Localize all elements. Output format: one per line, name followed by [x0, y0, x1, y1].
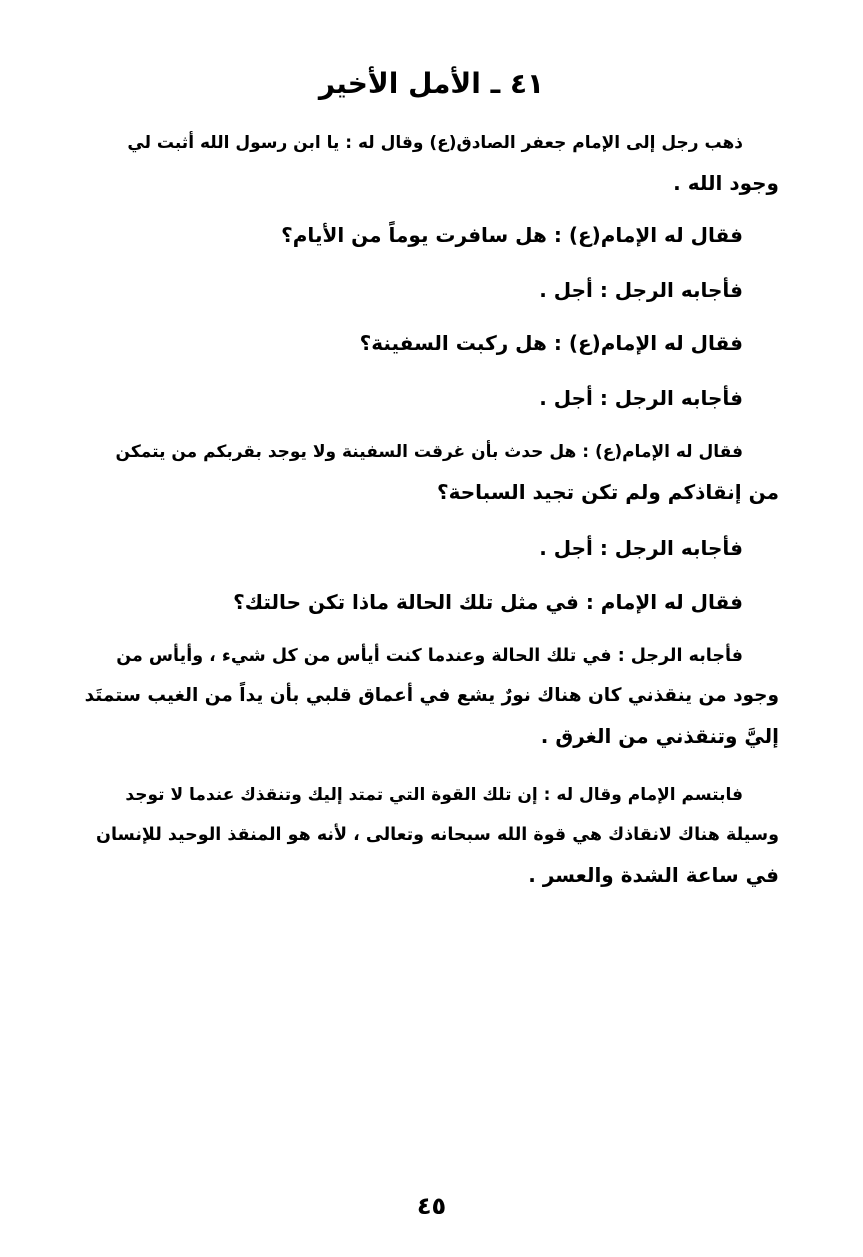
text-line: فأجابه الرجل : أجل . — [539, 278, 743, 302]
paragraph — [79, 636, 779, 756]
paragraph — [79, 123, 779, 203]
paragraph — [79, 775, 779, 895]
text-line: ذهب رجل إلى الإمام جعفر الصادق(ع) وقال له : يا ابن رسول الله أثبت لي — [127, 133, 743, 153]
text-line: فقال له الإمام(ع) : هل سافرت يوماً من الأيام؟ — [281, 223, 743, 247]
paragraph — [79, 270, 779, 310]
text-line: فقال له الإمام(ع) : هل حدث بأن غرقت السفينة ولا يوجد بقربكم من يتمكن — [115, 442, 743, 462]
text-line: وجود الله . — [673, 171, 779, 195]
paragraph — [79, 215, 779, 255]
text-line: فأجابه الرجل : في تلك الحالة وعندما كنت أيأس من كل شيء ، وأيأس من — [116, 646, 743, 666]
page-number: ٤٥ — [416, 1192, 447, 1220]
paragraph — [79, 528, 779, 568]
paragraph — [79, 378, 779, 418]
text-line: إليَّ وتنقذني من الغرق . — [540, 724, 779, 748]
chapter-title: ٤١ ـ الأمل الأخير — [318, 67, 545, 100]
text-line: فقال له الإمام : في مثل تلك الحالة ماذا تكن حالتك؟ — [233, 590, 743, 614]
text-line: فأجابه الرجل : أجل . — [539, 386, 743, 410]
text-line: فابتسم الإمام وقال له : إن تلك القوة التي تمتد إليك وتنقذك عندما لا توجد — [125, 785, 743, 805]
text-line: فأجابه الرجل : أجل . — [539, 536, 743, 560]
paragraph — [79, 432, 779, 512]
text-line: من إنقاذكم ولم تكن تجيد السباحة؟ — [437, 480, 779, 504]
text-line: فقال له الإمام(ع) : هل ركبت السفينة؟ — [359, 331, 743, 355]
text-line: وسيلة هناك لانقاذك هي قوة الله سبحانه وتعالى ، لأنه هو المنقذ الوحيد للإنسان — [96, 825, 779, 845]
text-line: في ساعة الشدة والعسر . — [528, 863, 779, 887]
paragraph — [79, 323, 779, 363]
text-line: وجود من ينقذني كان هناك نورٌ يشع في أعماق قلبي بأن يداً من الغيب ستمتَد — [84, 685, 779, 706]
paragraph — [79, 582, 779, 622]
